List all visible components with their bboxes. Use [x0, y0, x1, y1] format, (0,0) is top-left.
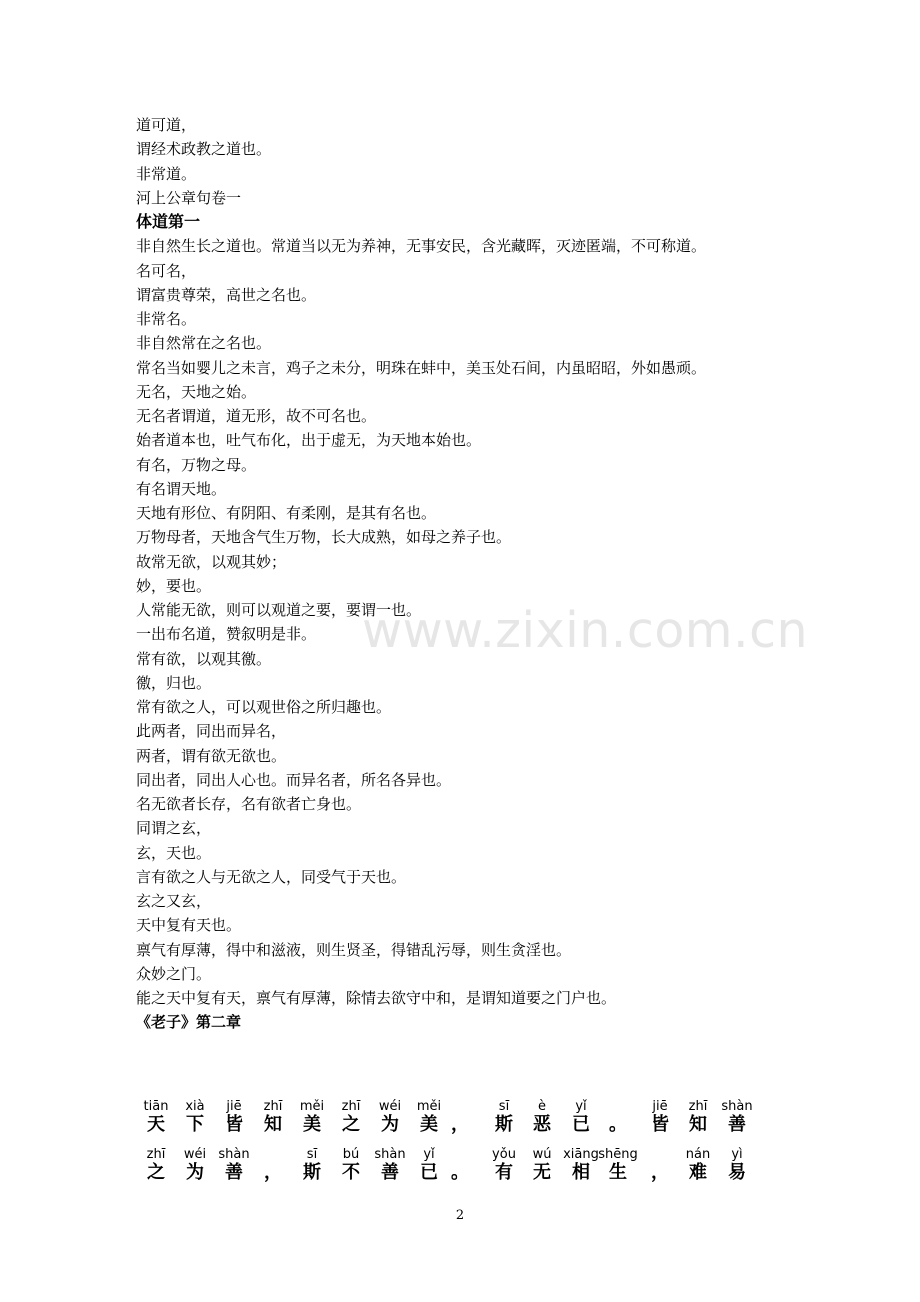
pinyin-text: jiē — [226, 1099, 242, 1114]
text-line: 谓富贵尊荣，高世之名也。 — [136, 285, 317, 304]
text-line: 有名谓天地。 — [136, 479, 227, 498]
text-line: 天地有形位、有阴阳、有柔刚，是其有名也。 — [136, 504, 437, 522]
text-line: 无名者谓道，道无形，故不可名也。 — [136, 407, 377, 425]
text-line: 名无欲者长存，名有欲者亡身也。 — [136, 795, 362, 813]
hanzi-character: 天 — [147, 1114, 165, 1135]
pinyin-text: sī — [498, 1099, 510, 1114]
hanzi-character: 皆 — [651, 1114, 669, 1135]
pinyin-text: xià — [185, 1099, 205, 1114]
pinyin-text: shàn — [218, 1147, 250, 1162]
hanzi-character: 斯 — [303, 1162, 321, 1183]
hanzi-character: ， — [651, 1162, 669, 1183]
text-line: 谓经术政教之道也。 — [136, 140, 272, 159]
pinyin-row-2 — [0, 1148, 920, 1188]
text-line: 言有欲之人与无欲之人，同受气于天也。 — [136, 867, 407, 886]
hanzi-character: 斯 — [495, 1114, 513, 1135]
section-heading: 体道第一 — [136, 212, 201, 231]
hanzi-character: 不 — [342, 1162, 360, 1183]
text-line: 妙，要也。 — [136, 576, 212, 595]
text-line: 常有欲，以观其徼。 — [136, 649, 272, 668]
hanzi-character: 生 — [609, 1162, 627, 1183]
hanzi-character: 美 — [303, 1114, 321, 1135]
pinyin-text: shàn — [374, 1147, 406, 1162]
text-line: 此两者，同出而异名， — [136, 722, 287, 741]
pinyin-text: nán — [685, 1147, 711, 1162]
pinyin-text: zhī — [341, 1099, 361, 1114]
hanzi-character: 皆 — [225, 1114, 243, 1135]
hanzi-character: 知 — [689, 1114, 707, 1135]
hanzi-character: 难 — [689, 1162, 707, 1183]
hanzi-character: 恶 — [533, 1114, 551, 1135]
document-body — [136, 113, 776, 1035]
text-line: 始者道本也，吐气布化，出于虚无，为天地本始也。 — [136, 431, 482, 450]
text-line: 玄之又玄， — [136, 892, 212, 910]
hanzi-character: 下 — [186, 1114, 204, 1135]
text-line: 一出布名道，赞叙明是非。 — [136, 625, 317, 644]
pinyin-text: yǐ — [575, 1099, 587, 1114]
hanzi-character: 善 — [381, 1162, 399, 1183]
hanzi-character: 有 — [495, 1162, 513, 1183]
pinyin-text: shēng — [598, 1147, 638, 1162]
pinyin-text: zhī — [263, 1099, 283, 1114]
hanzi-character: 易 — [728, 1162, 746, 1183]
text-line: 故常无欲，以观其妙； — [136, 552, 287, 571]
text-line: 同出者，同出人心也。而异名者，所名各异也。 — [136, 770, 452, 789]
watermark: www.zixin.com.cn — [362, 602, 809, 659]
pinyin-text: yǒu — [492, 1147, 516, 1162]
page-number: 2 — [455, 1208, 465, 1223]
text-line: 万物母者，天地含气生万物，长大成熟，如母之养子也。 — [136, 528, 512, 547]
text-line: 非自然生长之道也。常道当以无为养神，无事安民，含光藏晖，灭迹匿端，不可称道。 — [136, 237, 707, 256]
hanzi-character: 之 — [147, 1162, 165, 1183]
text-line: 无名，天地之始。 — [136, 382, 257, 401]
text-line: 人常能无欲，则可以观道之要，要谓一也。 — [136, 601, 422, 619]
hanzi-character: 美 — [420, 1114, 438, 1135]
hanzi-character: 为 — [381, 1114, 399, 1135]
hanzi-character: 善 — [728, 1114, 746, 1135]
hanzi-character: 善 — [225, 1162, 243, 1183]
text-line: 道可道， — [136, 116, 197, 134]
hanzi-character: 知 — [264, 1114, 282, 1135]
pinyin-text: xiāng — [563, 1147, 599, 1162]
text-line: 禀气有厚薄，得中和滋液，则生贤圣，得错乱污辱，则生贪淫也。 — [136, 940, 572, 959]
pinyin-text: shàn — [721, 1099, 753, 1114]
text-line: 河上公章句卷一 — [136, 188, 242, 207]
text-line: 常有欲之人，可以观世俗之所归趣也。 — [136, 698, 392, 716]
pinyin-text: měi — [416, 1099, 442, 1114]
hanzi-character: 已 — [572, 1114, 590, 1135]
text-line: 名可名， — [136, 261, 197, 280]
pinyin-text: tiān — [143, 1099, 169, 1114]
pinyin-text: měi — [299, 1099, 325, 1114]
pinyin-text: yì — [731, 1147, 743, 1162]
hanzi-character: 已 — [420, 1162, 438, 1183]
section-heading: 《老子》第二章 — [136, 1013, 242, 1032]
hanzi-character: 相 — [572, 1162, 590, 1183]
hanzi-character: 无 — [533, 1162, 551, 1183]
text-line: 徼，归也。 — [136, 673, 212, 692]
pinyin-text: wéi — [183, 1147, 207, 1162]
hanzi-character: 。 — [609, 1114, 627, 1135]
pinyin-text: yǐ — [423, 1147, 435, 1162]
text-line: 非自然常在之名也。 — [136, 334, 272, 353]
pinyin-text: wéi — [378, 1099, 402, 1114]
pinyin-text: bú — [342, 1147, 360, 1162]
text-line: 同谓之玄， — [136, 819, 212, 838]
hanzi-character: 之 — [342, 1114, 360, 1135]
text-line: 常名当如婴儿之未言，鸡子之未分，明珠在蚌中，美玉处石间，内虽昭昭，外如愚顽。 — [136, 358, 707, 377]
text-line: 两者，谓有欲无欲也。 — [136, 746, 287, 765]
hanzi-character: ， — [451, 1114, 469, 1135]
text-line: 非常道。 — [136, 164, 197, 183]
hanzi-character: 为 — [186, 1162, 204, 1183]
text-line: 天中复有天也。 — [136, 916, 242, 935]
text-line: 有名，万物之母。 — [136, 455, 257, 474]
pinyin-text: sī — [306, 1147, 318, 1162]
hanzi-character: ， — [264, 1162, 282, 1183]
text-line: 非常名。 — [136, 310, 197, 328]
hanzi-character: 。 — [451, 1162, 469, 1183]
pinyin-text: è — [538, 1099, 546, 1114]
text-line: 玄，天也。 — [136, 843, 212, 862]
pinyin-text: wú — [532, 1147, 552, 1162]
pinyin-row-1 — [0, 1100, 920, 1140]
pinyin-text: zhī — [688, 1099, 708, 1114]
pinyin-text: zhī — [146, 1147, 166, 1162]
text-line: 众妙之门。 — [136, 964, 212, 983]
pinyin-text: jiē — [652, 1099, 668, 1114]
text-line: 能之天中复有天，禀气有厚薄，除情去欲守中和，是谓知道要之门户也。 — [136, 989, 617, 1007]
